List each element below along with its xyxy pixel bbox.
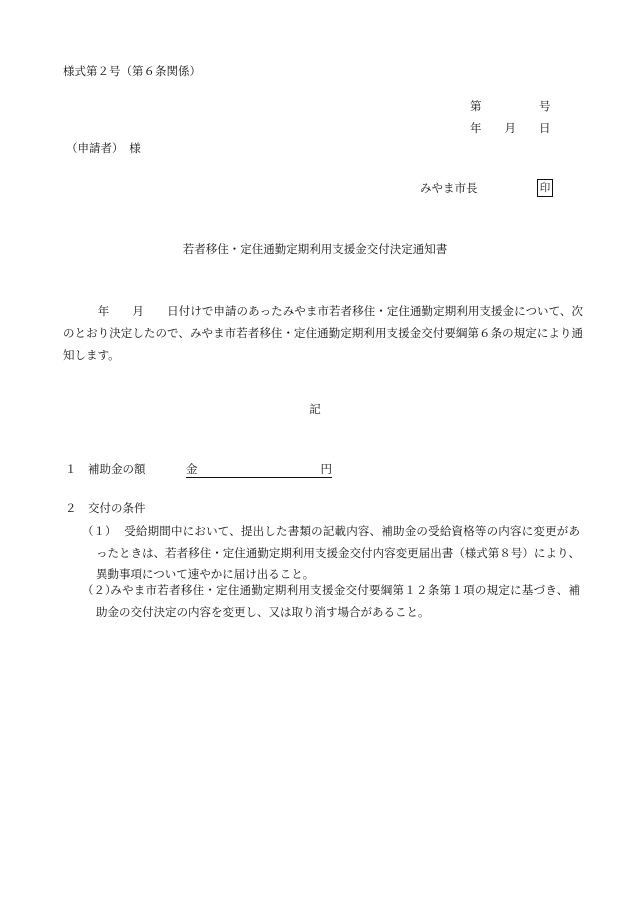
condition-item [82, 580, 580, 623]
subsidy-amount-label: １ 補助金の額 [65, 462, 146, 476]
condition-item [82, 521, 580, 586]
condition-text: 受給期間中において、提出した書類の記載内容、補助金の受給資格等の内容に変更があったときは、若者移住・定住通勤定期利用支援金交付内容変更届出書（様式第８号）により、異動事項について速やかに届け出ること。 [96, 524, 580, 581]
body-paragraph: 年 月 日付けで申請のあったみやま市若者移住・定住通勤定期利用支援金について、次のとおり決定したので、みやま市若者移住・定住通勤定期利用支援金交付要綱第６条の規定により通知します。 [63, 304, 583, 362]
condition-marker: （１） [82, 524, 117, 538]
recipient-line: （申請者） 様 [66, 141, 141, 155]
form-number: 様式第２号（第６条関係） [63, 64, 201, 78]
condition-text: みやま市若者移住・定住通勤定期利用支援金交付要綱第１２条第１項の規定に基づき、補助金の交付決定の内容を変更し、又は取り消す場合があること。 [96, 583, 580, 619]
date-line: 年 月 日 [470, 121, 551, 135]
seal-box: 印 [537, 179, 553, 197]
issuer-name: みやま市長 [420, 181, 478, 195]
document-number-line: 第 号 [470, 99, 551, 113]
document-title: 若者移住・定住通勤定期利用支援金交付決定通知書 [182, 242, 448, 256]
amount-prefix: 金 [186, 462, 198, 476]
conditions-label: ２ 交付の条件 [65, 501, 146, 515]
amount-suffix: 円 [320, 462, 332, 476]
condition-marker: （２） [82, 583, 117, 597]
subsidy-amount-field [186, 464, 332, 478]
ki-heading: 記 [309, 402, 321, 416]
